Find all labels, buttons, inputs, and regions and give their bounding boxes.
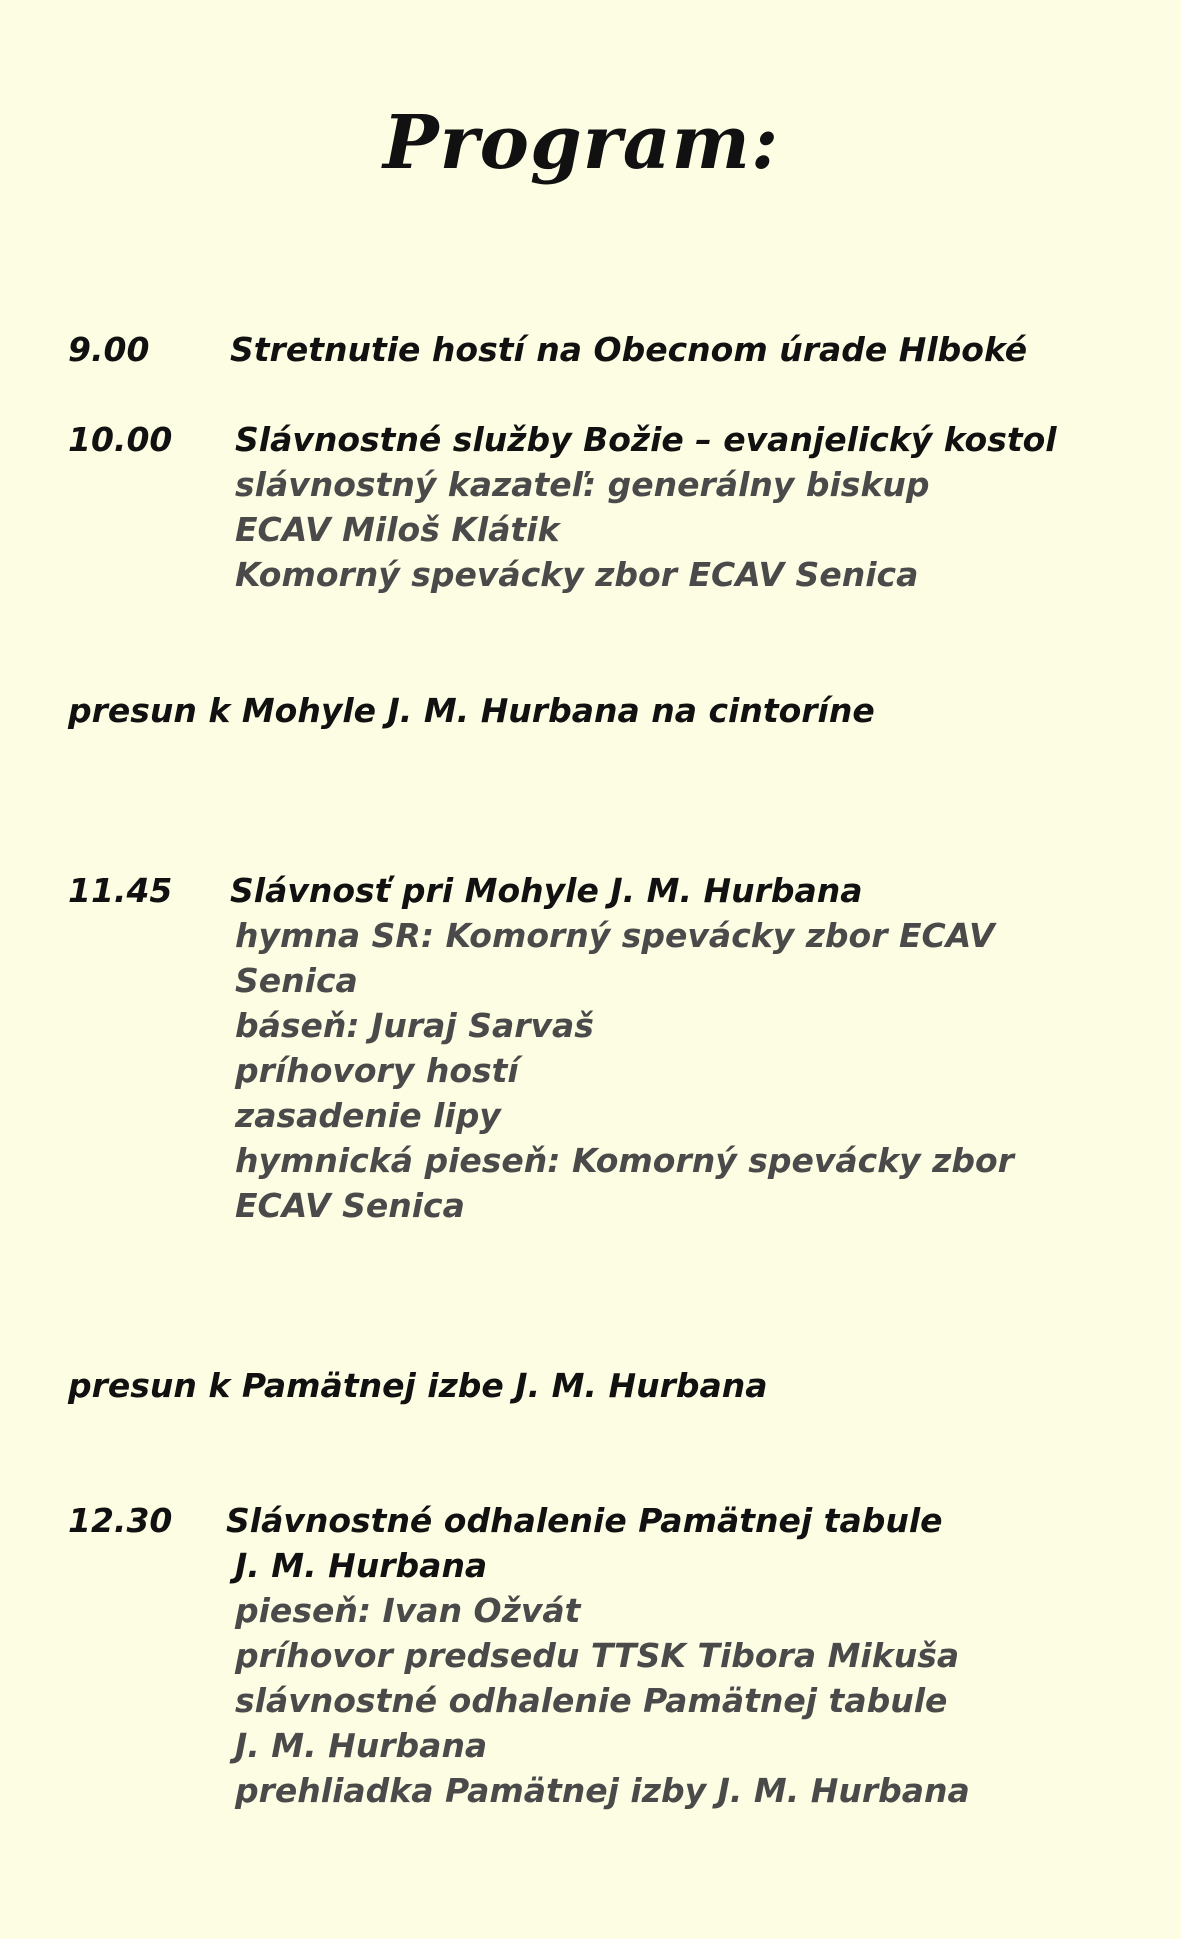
entry-detail: hymnická pieseň: Komorný spevácky zbor bbox=[235, 1141, 1014, 1180]
time-11-45: 11.45 bbox=[68, 871, 173, 910]
time-10-00: 10.00 bbox=[68, 420, 173, 459]
entry-heading: Slávnosť pri Mohyle J. M. Hurbana bbox=[230, 871, 863, 910]
transfer-note: presun k Mohyle J. M. Hurbana na cintoríne bbox=[68, 691, 875, 730]
entry-detail: pieseň: Ivan Ožvát bbox=[235, 1591, 581, 1630]
entry-detail: J. M. Hurbana bbox=[235, 1726, 488, 1765]
entry-heading: Slávnostné služby Božie – evanjelický kostol bbox=[235, 420, 1057, 459]
time-12-30: 12.30 bbox=[68, 1501, 173, 1540]
entry-detail: ECAV Miloš Klátik bbox=[235, 510, 560, 549]
page-title: Program: bbox=[383, 100, 780, 186]
entry-detail: prehliadka Pamätnej izby J. M. Hurbana bbox=[235, 1771, 970, 1810]
entry-detail: báseň: Juraj Sarvaš bbox=[235, 1006, 594, 1045]
entry-heading: J. M. Hurbana bbox=[235, 1546, 488, 1585]
entry-heading: Slávnostné odhalenie Pamätnej tabule bbox=[226, 1501, 943, 1540]
entry-detail: príhovory hostí bbox=[235, 1051, 519, 1090]
entry-detail: ECAV Senica bbox=[235, 1186, 465, 1225]
entry-detail: Senica bbox=[235, 961, 358, 1000]
transfer-note: presun k Pamätnej izbe J. M. Hurbana bbox=[68, 1366, 768, 1405]
entry-detail: Komorný spevácky zbor ECAV Senica bbox=[235, 555, 919, 594]
entry-detail: slávnostné odhalenie Pamätnej tabule bbox=[235, 1681, 948, 1720]
time-9-00: 9.00 bbox=[68, 330, 150, 369]
entry-detail: slávnostný kazateľ: generálny biskup bbox=[235, 465, 930, 504]
entry-detail: hymna SR: Komorný spevácky zbor ECAV bbox=[235, 916, 995, 955]
entry-heading: Stretnutie hostí na Obecnom úrade Hlboké bbox=[230, 330, 1028, 369]
entry-detail: príhovor predsedu TTSK Tibora Mikuša bbox=[235, 1636, 960, 1675]
entry-detail: zasadenie lipy bbox=[235, 1096, 501, 1135]
